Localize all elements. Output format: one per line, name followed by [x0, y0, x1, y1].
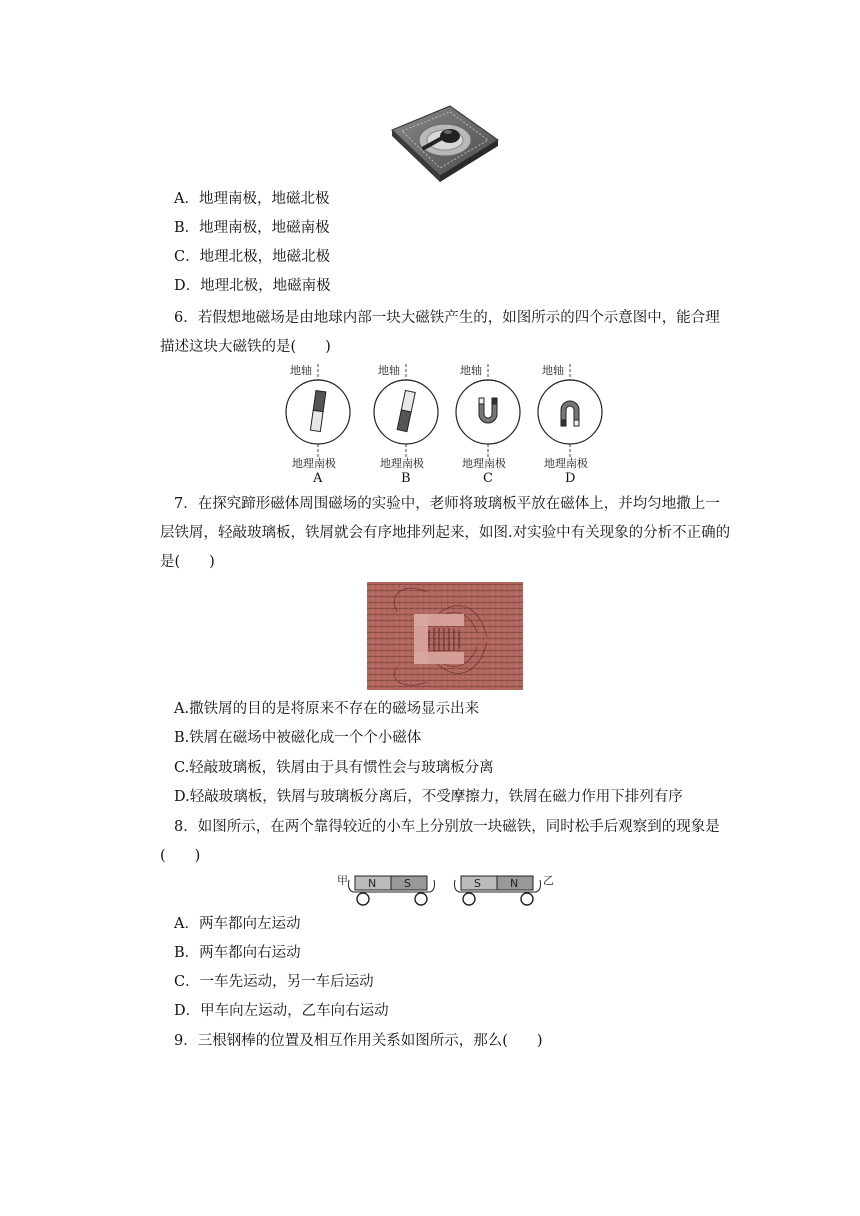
- cart-yi: [455, 876, 541, 905]
- q6-diagram-c: [456, 363, 520, 485]
- q6-stem-line1: 6．若假想地磁场是由地球内部一块大磁铁产生的，如图所示的四个示意图中，能合理: [174, 310, 720, 326]
- q6-letter-d: D: [565, 471, 576, 485]
- q7-option-b: B.铁屑在磁场中被磁化成一个个小磁体: [174, 730, 422, 746]
- q6-pole-label-d: 地理南极: [544, 457, 588, 470]
- right-magnet-pole-1: S: [474, 877, 481, 890]
- q5-option-b: B．地理南极，地磁南极: [174, 220, 330, 236]
- q7-stem-line2: 层铁屑，轻敲玻璃板，铁屑就会有序地排列起来，如图.对实验中有关现象的分析不正确的: [160, 525, 731, 541]
- q6-diagram-b: [374, 363, 438, 485]
- q6-axis-label-a: 地轴: [290, 364, 312, 377]
- q6-figure: [280, 360, 610, 485]
- q5-option-c: C．地理北极，地磁北极: [174, 249, 331, 265]
- q6-diagram-d: [538, 363, 602, 485]
- q8-stem-line2: ( ): [160, 848, 201, 864]
- q6-stem-line2: 描述这块大磁铁的是( ): [160, 339, 331, 355]
- q7-stem-line3: 是( ): [160, 554, 215, 570]
- q8-option-a: A．两车都向左运动: [174, 916, 301, 932]
- q7-option-c: C.轻敲玻璃板，铁屑由于具有惯性会与玻璃板分离: [174, 760, 494, 776]
- q7-option-d: D.轻敲玻璃板，铁屑与玻璃板分离后，不受摩擦力，铁屑在磁力作用下排列有序: [174, 789, 683, 805]
- q6-letter-a: A: [313, 471, 323, 485]
- q8-carts-figure: [335, 868, 560, 910]
- q6-letter-b: B: [401, 471, 411, 485]
- compass-figure: [388, 100, 500, 182]
- q6-pole-label-c: 地理南极: [462, 457, 506, 470]
- q6-axis-label-d: 地轴: [542, 364, 564, 377]
- q6-letter-c: C: [483, 471, 493, 485]
- q6-pole-label-a: 地理南极: [292, 457, 336, 470]
- q8-option-c: C．一车先运动，另一车后运动: [174, 974, 374, 990]
- cart-left-label: 甲: [337, 874, 348, 887]
- iron-filings-photo: [367, 582, 523, 690]
- cart-jia: [349, 876, 435, 905]
- q5-option-d: D．地理北极，地磁南极: [174, 278, 331, 294]
- q9-stem-line1: 9．三根钢棒的位置及相互作用关系如图所示，那么( ): [174, 1033, 543, 1049]
- q7-option-a: A.撒铁屑的目的是将原来不存在的磁场显示出来: [174, 701, 480, 717]
- right-magnet-pole-2: N: [510, 877, 519, 890]
- q6-pole-label-b: 地理南极: [380, 457, 424, 470]
- q6-axis-label-c: 地轴: [460, 364, 482, 377]
- q8-option-b: B．两车都向右运动: [174, 945, 301, 961]
- q6-axis-label-b: 地轴: [378, 364, 400, 377]
- q7-stem-line1: 7．在探究蹄形磁体周围磁场的实验中，老师将玻璃板平放在磁体上，并均匀地撒上一: [174, 496, 720, 512]
- q8-stem-line1: 8．如图所示，在两个靠得较近的小车上分别放一块磁铁，同时松手后观察到的现象是: [174, 819, 720, 835]
- left-magnet-pole-2: S: [404, 877, 411, 890]
- q8-option-d: D．甲车向左运动，乙车向右运动: [174, 1003, 389, 1019]
- cart-right-label: 乙: [543, 874, 554, 887]
- q5-option-a: A．地理南极，地磁北极: [174, 191, 330, 207]
- q6-diagram-a: [286, 363, 350, 485]
- left-magnet-pole-1: N: [368, 877, 377, 890]
